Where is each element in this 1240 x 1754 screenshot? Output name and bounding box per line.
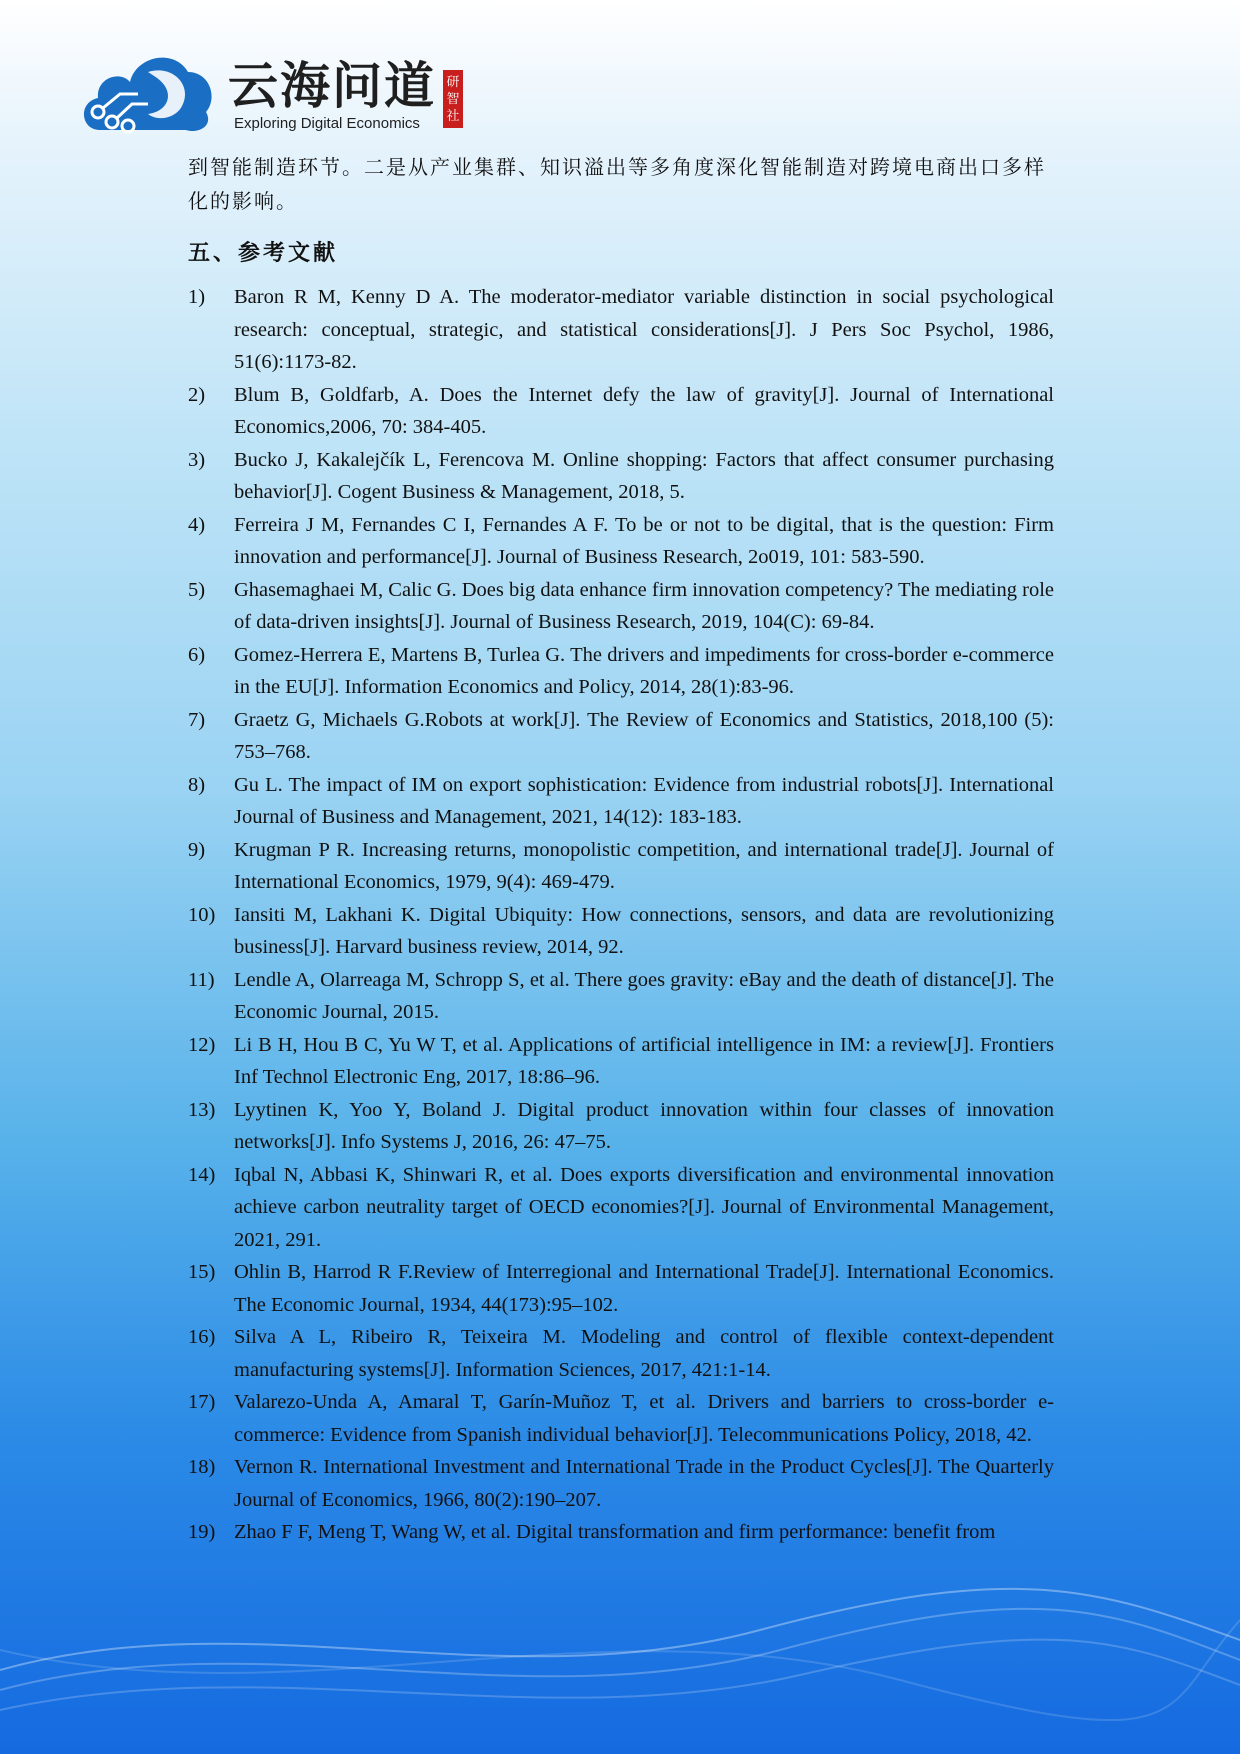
reference-item [188,769,1054,834]
logo [78,42,478,134]
reference-item [188,509,1054,574]
reference-text: Bucko J, Kakalejčík L, Ferencova M. Online shopping: Factors that affect consumer purchasing behavior[J]. Cogent Business & Management, 2018, 5. [234,448,1054,503]
reference-number: 10) [188,903,216,926]
reference-number: 2) [188,383,206,406]
reference-number: 11) [188,968,215,991]
reference-list [188,281,1054,1549]
reference-number: 9) [188,838,206,861]
reference-number: 15) [188,1261,216,1283]
reference-item [188,1516,1054,1549]
reference-item [188,1451,1054,1516]
reference-text: Ferreira J M, Fernandes C I, Fernandes A F. To be or not to be digital, that is the question: Firm innovation and performance[J]. Journal of Business Research, 2o019, 101: 583-590. [234,513,1054,568]
logo-chinese-text: 云海问道 [228,56,436,115]
reference-number: 6) [188,643,206,666]
reference-text: Zhao F F, Meng T, Wang W, et al. Digital transformation and firm performance: benefit from [234,1521,996,1543]
reference-number: 19) [188,1521,216,1543]
reference-text: Graetz G, Michaels G.Robots at work[J]. The Review of Economics and Statistics, 2018,100 (5): 753–768. [234,708,1054,763]
reference-item [188,1256,1054,1321]
reference-item [188,1321,1054,1386]
reference-text: Li B H, Hou B C, Yu W T, et al. Applications of artificial intelligence in IM: a review[J]. Frontiers Inf Technol Electronic Eng, 2017, 18:86–96. [234,1033,1054,1088]
reference-text: Baron R M, Kenny D A. The moderator-mediator variable distinction in social psychological research: conceptual, strategic, and statistical considerations[J]. J Pers Soc Psychol, 1986, 51(6):1173-82. [234,286,1054,373]
reference-text: Vernon R. International Investment and International Trade in the Product Cycles[J]. The Quarterly Journal of Economics, 1966, 80(2):190–207. [234,1456,1054,1511]
reference-text: Ghasemaghaei M, Calic G. Does big data enhance firm innovation competency? The mediating role of data-driven insights[J]. Journal of Business Research, 2019, 104(C): 69-84. [234,578,1054,633]
logo-english-text: Exploring Digital Economics [234,115,420,132]
reference-number: 13) [188,1098,216,1121]
reference-number: 12) [188,1033,216,1056]
reference-text: Blum B, Goldfarb, A. Does the Internet defy the law of gravity[J]. Journal of International Economics,2006, 70: 384-405. [234,383,1054,438]
reference-item [188,574,1054,639]
reference-number: 18) [188,1456,216,1478]
reference-number: 17) [188,1391,216,1413]
reference-number: 3) [188,448,206,471]
reference-number: 1) [188,286,206,308]
reference-text: Gu L. The impact of IM on export sophistication: Evidence from industrial robots[J]. International Journal of Business and Management, 2021, 14(12): 183-183. [234,773,1054,828]
reference-item [188,1159,1054,1257]
cloud-circuit-icon [78,42,218,134]
reference-number: 7) [188,708,206,731]
reference-text: Lendle A, Olarreaga M, Schropp S, et al. There goes gravity: eBay and the death of distance[J]. The Economic Journal, 2015. [234,968,1054,1023]
intro-paragraph: 到智能制造环节。二是从产业集群、知识溢出等多角度深化智能制造对跨境电商出口多样化的影响。 [188,155,1046,213]
reference-item [188,1029,1054,1094]
reference-number: 14) [188,1163,216,1186]
reference-item [188,281,1054,379]
wave-decoration [0,1560,1240,1754]
reference-item [188,379,1054,444]
reference-item [188,834,1054,899]
reference-item [188,704,1054,769]
reference-text: Iansiti M, Lakhani K. Digital Ubiquity: How connections, sensors, and data are revolutionizing business[J]. Harvard business review, 2014, 92. [234,903,1054,958]
reference-item [188,444,1054,509]
reference-number: 5) [188,578,206,601]
reference-number: 16) [188,1326,216,1348]
reference-text: Valarezo-Unda A, Amaral T, Garín-Muñoz T, et al. Drivers and barriers to cross-border e-commerce: Evidence from Spanish individual behavior[J]. Telecommunications Policy, 2018, 42. [234,1391,1054,1446]
reference-number: 8) [188,773,206,796]
reference-number: 4) [188,513,206,536]
section-title: 五、参考文献 [188,240,339,266]
reference-item [188,964,1054,1029]
reference-item [188,639,1054,704]
reference-item [188,1386,1054,1451]
reference-item [188,1094,1054,1159]
reference-text: Lyytinen K, Yoo Y, Boland J. Digital product innovation within four classes of innovation networks[J]. Info Systems J, 2016, 26: 47–75. [234,1098,1054,1153]
reference-text: Iqbal N, Abbasi K, Shinwari R, et al. Does exports diversification and environmental innovation achieve carbon neutrality target of OECD economies?[J]. Journal of Environmental Management, 2021, 291. [234,1163,1054,1251]
logo-seal: 研智社 [443,70,463,128]
reference-text: Krugman P R. Increasing returns, monopolistic competition, and international trade[J]. Journal of International Economics, 1979, 9(4): 469-479. [234,838,1054,893]
reference-text: Ohlin B, Harrod R F.Review of Interregional and International Trade[J]. International Economics. The Economic Journal, 1934, 44(173):95–102. [234,1261,1054,1316]
reference-item [188,899,1054,964]
main-content [188,150,1054,1549]
reference-text: Gomez-Herrera E, Martens B, Turlea G. The drivers and impediments for cross-border e-commerce in the EU[J]. Information Economics and Policy, 2014, 28(1):83-96. [234,643,1054,698]
reference-text: Silva A L, Ribeiro R, Teixeira M. Modeling and control of flexible context-dependent manufacturing systems[J]. Information Sciences, 2017, 421:1-14. [234,1326,1054,1381]
